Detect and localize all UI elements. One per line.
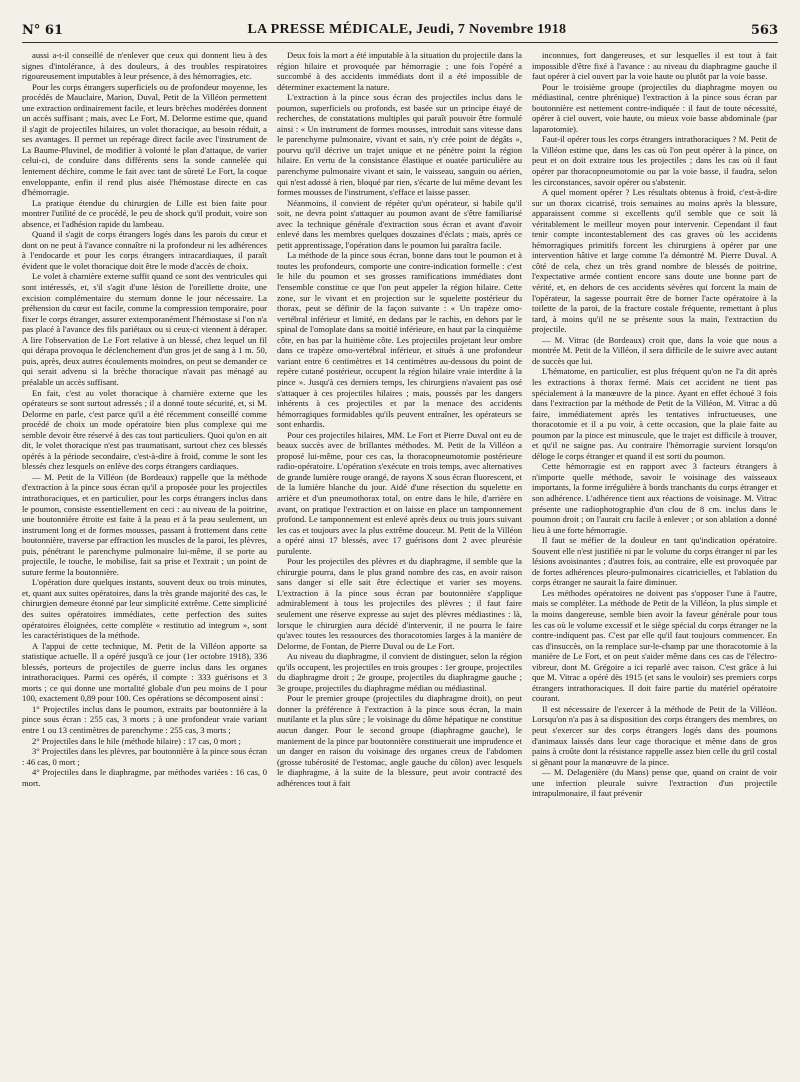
paragraph: Pour le premier groupe (projectiles du diaphragme droit), on peut donner la préférence à l'extraction à la pince sous écran, la main mutilante et la plus sûre ; le voisinage du dôme hépatique ne constitue aucun danger. Pour le second groupe (diaphragme gauche), le maniement de la pince par boutonnière constituerait une imprudence et un danger en raison du voisinage des organes creux de l'abdomen (grosse tubérosité de l'estomac, angle gauche du côlon) avec lesquels le diaphragme, à la suite de la blessure, peut avoir contracté des adhérences tout à fait — [277, 693, 522, 788]
text-column-3 — [532, 50, 777, 1070]
paragraph: — M. Vitrac (de Bordeaux) croit que, dans la voie que nous a montrée M. Petit de la Villéon, il sera difficile de le suivre avec autant de succès que lui. — [532, 334, 777, 366]
paragraph: A l'appui de cette technique, M. Petit de la Villéon apporte sa statistique actuelle. Il a opéré jusqu'à ce jour (1er octobre 1918), 336 blessés, porteurs de projectiles de guerre inclus dans les organes intrathoraciques. Parmi ces opérés, il compte : 333 guérisons et 3 morts ; ce qui donne une mortalité globale d'un peu moins de 1 pour 100, exactement 0,89 pour 100. Ces opérations se décomposent ainsi : — [22, 640, 267, 704]
paragraph: 3° Projectiles dans les plèvres, par boutonnière à la pince sous écran : 46 cas, 0 mort ; — [22, 746, 267, 767]
paragraph: La méthode de la pince sous écran, bonne dans tout le poumon et à toutes les profondeurs, comporte une contre-indication formelle : c'est le hile du poumon et ses grosses ramifications immédiates dont l'ensemble constitue ce que l'on peut appeler la région hilaire. Cette zone, sur le vivant et en projection sur le squelette postérieur du thorax, peut se définir de la façon suivante : « Un trapèze omo-vertébral inférieur et limité, en dedans par le rachis, en dehors par le spinal de l'omoplate dans sa moitié inférieure, en haut par la cinquième côte, en bas par la huitième côte. Les projectiles projetant leur ombre dans ce trapèze omo-vertébral inférieur, et situés à une profondeur variant entre 6 centimètres et 14 centimètres au-dessous du point de repère cutané postérieur, occupent la région hilaire vraie interdite à la pince ». Jusqu'à ces derniers temps, les chirurgiens n'avaient pas osé s'attaquer à ces projectiles hilaires ; mais, poussés par les dangers inhérents à ces projectiles et par la menace des accidents hémorragiques formidables qu'ils peuvent entraîner, les opérateurs se sont enhardis. — [277, 250, 522, 430]
paragraph: L'hématome, en particulier, est plus fréquent qu'on ne l'a dit après les extractions à thorax fermé. Mais cet accident ne tient pas spécialement à la manœuvre de la pince. Ayant en effet échoué 3 fois dans l'extraction par la méthode de Petit de la Villéon, M. Vitrac a dû faire, immédiatement après les tentatives infructueuses, une thoracotomie et il a pu voir, à cette occasion, que la plaie faite au poumon par la pince est minuscule, que le trajet est difficile à trouver, et qu'il ne saigne pas. Au contraire l'hémorragie survient lorsqu'on déloge le corps étranger et quand il est sorti du poumon. — [532, 366, 777, 461]
paragraph: 1° Projectiles inclus dans le poumon, extraits par boutonnière à la pince sous écran : 255 cas, 3 morts ; à une profondeur vraie variant entre 1 ou 13 centimètres de parenchyme : 255 cas, 3 morts ; — [22, 703, 267, 735]
paragraph: L'extraction à la pince sous écran des projectiles inclus dans le poumon, superficiels ou profonds, est basée sur un principe étayé de recherches, de constatations multiples qui paraît pouvoir être formulé ainsi : « Un instrument de formes mousses, introduit sans vitesse dans le parenchyme pulmonaire, vivant et sain, n'y crée point de dégâts », pourvu qu'il décrive un trajet unique et ne pénètre point la région hilaire. En vertu de la consistance élastique et ouatée particulière au parenchyme pulmonaire vivant et sain, le vaisseau, sanguin ou aérien, qui n'est adossé à rien, bloqué par rien, s'écarte de lui même devant les formes mousses de l'instrument, s'efface et laisse passer. — [277, 92, 522, 198]
paragraph: — M. Petit de la Villéon (de Bordeaux) rappelle que la méthode d'extraction à la pince sous écran qu'il a proposée pour les projectiles intrathoraciques, et en particulier, pour les corps étrangers inclus dans le poumon, consiste essentiellement en ceci : au niveau de la poitrine, une boutonnière étroite est faite à la peau et à la peau seulement, un instrument long et de formes mousses, passant à frottement dans cette boutonnière, traverse par effraction les muscles de la paroi, les plèvres, puis, pénétrant le parenchyme pulmonaire lui-même, il se porte au projectile, le touche, le mobilise, fait sa prise et l'extrait ; un point de suture ferme la boutonnière. — [22, 471, 267, 577]
paragraph: Quand il s'agit de corps étrangers logés dans les parois du cœur et dont on ne peut à l'avance connaître ni la profondeur ni les adhérences à l'endocarde et pour les corps étrangers intracardiaques, il paraît évident que le volet thoracique doit être le mode d'accès de choix. — [22, 229, 267, 271]
paragraph: En fait, c'est au volet thoracique à charnière externe que les opérateurs se sont surtout adressés ; il a donné toute sécurité, et, si M. Delorme en parle, c'est parce qu'il a été récemment conseillé comme procédé de choix un mode opératoire bien plus complexe qui me semble devoir être réservé à des cas tout particuliers. Quoi qu'on en ait dit, le volet thoracique n'est pas traumatisant, surtout chez ces blessés opérés à la période secondaire, c'est-à-dire à froid, comme le sont les blessés chez lesquels on enlève des corps étrangers cardiaques. — [22, 387, 267, 472]
paragraph: — M. Delagenière (du Mans) pense que, quand on craint de voir une infection pleurale suivre l'extraction d'un projectile intrapulmonaire, il faut prévenir — [532, 767, 777, 799]
paragraph: Pour le troisième groupe (projectiles du diaphragme moyen ou médiastinal, centre phrénique) l'extraction à la pince sous écran par boutonnière est nettement contre-indiquée : il faut de toute nécessité, opérer à ciel ouvert, voie haute, ou mieux voie basse abdominale (par laparotomie). — [532, 81, 777, 134]
paragraph: Le volet à charnière externe suffit quand ce sont des ventricules qui sont intéressés, et, s'il s'agit d'une lésion de l'oreillette droite, une excision complémentaire du sternum donne le jour nécessaire. La préhension du cœur est facile, comme la compression temporaire, pour fixer le corps étranger, assurer extemporanément l'hémostase si l'on n'a pas placé à l'avance des fils pariétaux ou si ceux-ci viennent à déraper. A lire l'observation de Le Fort relative à un blessé, chez lequel un fil qui dérapa provoqua le déclenchement d'un gros jet de sang à 1 m. 50, puis, après, deux autres écoulements moindres, on peut se demander ce qui serait advenu si la brèche thoracique n'avait pas ménagé au préalable un accès suffisant. — [22, 271, 267, 387]
paragraph: Il faut se méfier de la douleur en tant qu'indication opératoire. Souvent elle n'est justifiée ni par le volume du corps étranger ni par les lésions avoisinantes ; d'autres fois, au contraire, elle est provoquée par de fortes adhérences pleuro-pulmonaires cicatricielles, et l'ablation du corps étranger ne saurait la faire diminuer. — [532, 535, 777, 588]
text-column-1 — [22, 50, 267, 1070]
paragraph: Les méthodes opératoires ne doivent pas s'opposer l'une à l'autre, mais se compléter. La méthode de Petit de la Villéon, la plus simple et la moins dangereuse, semble bien avoir la faveur générale pour tous les cas où le volume excessif et le siège spécial du corps étranger ne la contre-indiquent pas. C'est par elle qu'il faut toujours commencer. En cas d'insuccès, on la remplace sur-le-champ par une thoracotomie à la manière de Le Fort, et on peut s'aider même dans ces cas de l'électro-vibreur, dont M. Grégoire a ici reparlé avec raison. C'est grâce à lui que M. Vitrac a opéré dès 1915 (et sans le vouloir) ses premiers corps étrangers intrathoraciques. Il doit faire partie du matériel opératoire courant. — [532, 587, 777, 704]
paragraph: Faut-il opérer tous les corps étrangers intrathoraciques ? M. Petit de la Villéon estime que, dans les cas où l'on peut opérer à la pince, on peut et on doit extraire tous les projectiles ; dans les cas où il faut opérer par thoracopneumotomie ou par la voie basse, il faudra, selon les circonstances, savoir opérer ou s'abstenir. — [532, 134, 777, 187]
paragraph: aussi a-t-il conseillé de n'enlever que ceux qui donnent lieu à des signes d'intolérance, à des douleurs, à des troubles respiratoires rigoureusement imputables à leur présence, à des hémorragies, etc. — [22, 50, 267, 82]
header-rule — [22, 42, 778, 43]
paragraph: La pratique étendue du chirurgien de Lille est bien faite pour montrer l'utilité de ce procédé, le peu de shock qu'il produit, voire son absence, et l'adhésion rapide du lambeau. — [22, 197, 267, 229]
paragraph: Deux fois la mort a été imputable à la situation du projectile dans la région hilaire et provoquée par hémorragie ; une fois l'opéré a succombé à des accidents immédiats dont il a été impossible de déterminer exactement la nature. — [277, 50, 522, 92]
page-header — [22, 20, 778, 40]
paragraph: Au niveau du diaphragme, il convient de distinguer, selon la région qu'ils occupent, les projectiles en trois groupes : 1er groupe, projectiles du diaphragme droit ; 2e groupe, projectiles du diaphragme gauche ; 3e groupe, projectiles du diaphragme médian ou médiastinal. — [277, 651, 522, 693]
paragraph: Pour les corps étrangers superficiels ou de profondeur moyenne, les procédés de Mauclaire, Marion, Duval, Petit de la Villéon permettent une extraction ordinairement facile, et leurs brèches modérées donnent un accès suffisant ; mais, avec Le Fort, M. Delorme estime que, quand il s'agit de projectiles hilaires, un volet thoracique, au besoin réduit, a ses avantages. Il permet un repérage direct facile avec l'instrument de La Baume-Pluvinel, de modifier à volonté le plan d'attaque, de varier celui-ci, de conduire dans différents sens la sonde cannelée qui lentement déchire, comme le fait avec tant de sûreté Le Fort, la coque enveloppante, enfin il rend plus aisée l'hémostase directe en cas d'hémorragie. — [22, 81, 267, 198]
page-number: 563 — [750, 22, 778, 38]
paragraph: Pour les projectiles des plèvres et du diaphragme, il semble que la chirurgie pourra, dans le plus grand nombre des cas, en avoir raison sans danger si elle sait être éclectique et varier ses moyens. L'extraction à la pince sous écran par boutonnière s'applique admirablement à tous les projectiles des plèvres ; il faut faire seulement une réserve expresse au sujet des plèvres médiastines : là, lorsque le chirurgien aura décidé d'intervenir, il ne pourra le faire qu'avec toutes les ressources des thoracotomies larges à la manière de Delorme, de Fontan, de Pierre Duval ou de Le Fort. — [277, 556, 522, 651]
paragraph: Néanmoins, il convient de répéter qu'un opérateur, si habile qu'il soit, ne devra point s'attaquer au poumon avant de s'être familiarisé avec la technique générale d'extraction sous écran et avant d'avoir enlevé dans les membres quelques douzaines d'éclats ; mais, après ce petit apprentissage, l'opération dans le poumon lui paraîtra facile. — [277, 197, 522, 250]
paragraph: A quel moment opérer ? Les résultats obtenus à froid, c'est-à-dire sur un thorax cicatrisé, trois semaines au moins après la blessure, apparaissent comme si excellents qu'il semble que ce soit là véritablement le meilleur moyen pour intervenir. Cependant il faut tenir compte incontestablement des cas graves où les accidents hémorragiques primitifs forcent les chirurgiens à opérer par une intervention hâtive et large comme l'a démontré M. Pierre Duval. A côté de cela, chez un très grand nombre de blessés de poitrine, l'expectative armée contient encore sans doute une bonne part de vérité, et, en dehors de ces accidents sévères qui forcent la main de l'opérateur, la sagesse pourrait être de borner l'acte opératoire à la toilette de la paroi, de la fracture costale fréquente, remettant à plus tard, à moins qu'il ne se présente sous la main, l'extraction du projectile. — [532, 187, 777, 335]
issue-number: N° 61 — [22, 22, 63, 38]
paragraph: 4° Projectiles dans le diaphragme, par méthodes variées : 16 cas, 0 mort. — [22, 767, 267, 788]
journal-title: LA PRESSE MÉDICALE, Jeudi, 7 Novembre 1918 — [247, 22, 567, 37]
paragraph: 2° Projectiles dans le hile (méthode hilaire) : 17 cas, 0 mort ; — [32, 735, 241, 746]
paragraph: Cette hémorragie est en rapport avec 3 facteurs étrangers à n'importe quelle méthode, savoir le voisinage des vaisseaux importants, la forme irrégulière à bords tranchants du corps étranger et son adhérence. L'adhérence tient aux réactions de voisinage. M. Vitrac présente une radiophotographie d'un clou de 8 cm. inclus dans le poumon droit ; on l'aurait cru facile à enlever ; or son ablation a donné lieu à une forte hémorragie. — [532, 461, 777, 535]
paragraph: inconnues, fort dangereuses, et sur lesquelles il est tout à fait impossible d'être fixé à l'avance : au niveau du diaphragme gauche il faut opérer à ciel ouvert par la voie haute ou plutôt par la voie basse. — [532, 50, 777, 82]
paragraph: Pour ces projectiles hilaires, MM. Le Fort et Pierre Duval ont eu de beaux succès avec de brillantes méthodes. M. Petit de la Villéon a proposé lui-même, pour ces cas, la thoracopneumotomie postérieure radio-opératoire. L'opération s'exécute en trois temps, avec alternatives de grande lumière rouge orangé, de rayons X sous écran fluorescent, et de la lumière blanche du jour. Aidé d'une résection du squelette en arrière et d'un pneumothorax total, on entre dans le hile, d'arrière en avant, on pratique l'extraction et on laisse en place un tamponnement profond. Le tamponnement est enlevé après deux ou trois jours suivant les cas et toujours avec la plus extrême douceur. M. Petit de la Villéon a opéré ainsi 17 blessés, avec 17 guérisons dont 2 avec pleurésie purulente. — [277, 429, 522, 556]
paragraph: L'opération dure quelques instants, souvent deux ou trois minutes, et, quant aux suites opératoires, dans la très grande majorité des cas, le chirurgien demeure étonné par leur simplicité extrême. Cette simplicité des suites opératoires immédiates, cette perfection des suites opératoires éloignées, cette complète « restitutio ad integrum », sont les caractéristiques de la méthode. — [22, 577, 267, 641]
paragraph: Il est nécessaire de l'exercer à la méthode de Petit de la Villéon. Lorsqu'on n'a pas à sa disposition des corps étrangers des membres, on peut s'exercer sur des corps étrangers logés dans des poumons d'animaux laissés dans leur cage thoracique et même dans de gros pains à croûte dont la résistance rappelle assez bien celle du gril costal si gênant pour la manœuvre de la pince. — [532, 703, 777, 767]
text-column-2 — [277, 50, 522, 1070]
